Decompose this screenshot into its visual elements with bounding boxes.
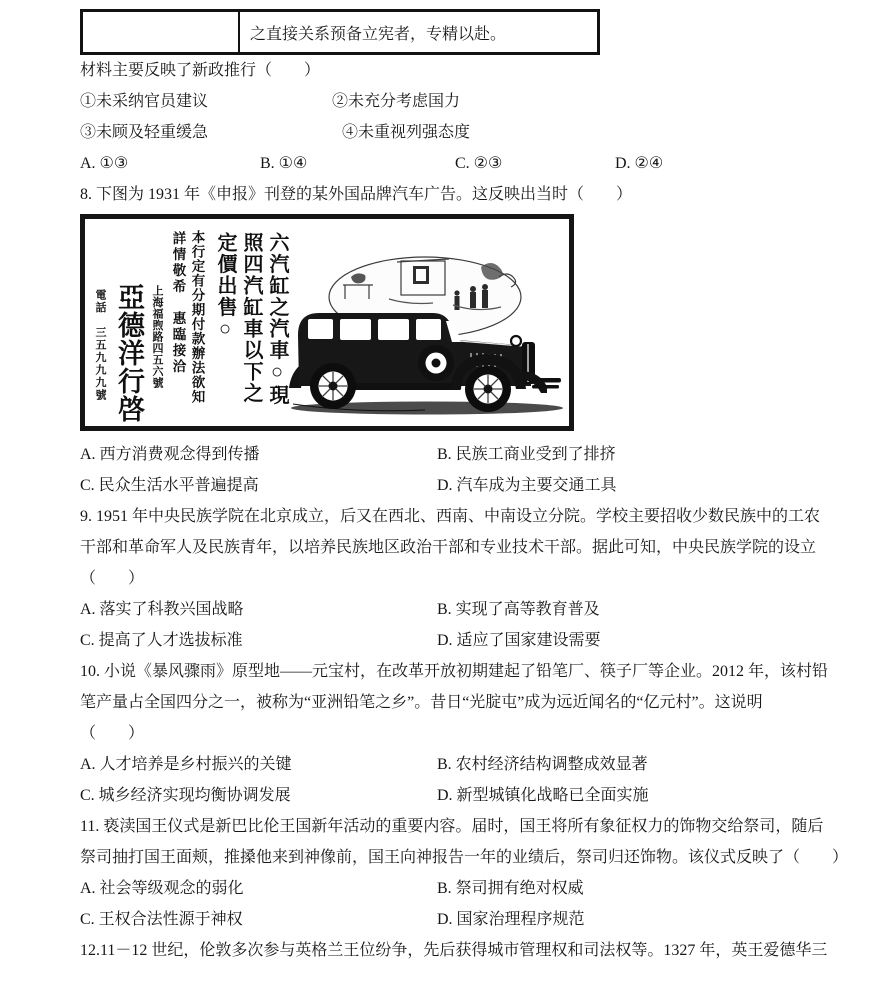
q8-choices-row-2 xyxy=(80,470,794,501)
q7-items-row-2 xyxy=(80,117,794,148)
q7-item-3: ③未顾及轻重缓急 xyxy=(80,124,209,141)
running-board xyxy=(343,383,461,390)
q10-stem-line-1: 10. 小说《暴风骤雨》原型地——元宝村，在改革开放初期建起了铅笔厂、筷子厂等企业。2012 年，该村铅 xyxy=(80,663,829,680)
ad-phone: 電話 三五九九九號 xyxy=(94,289,106,402)
q9-choice-b: B. 实现了高等教育普及 xyxy=(437,601,600,618)
q7-stem: 材料主要反映了新政推行（ ） xyxy=(80,62,321,79)
excerpt-table-right-cell: 之直接关系预备立宪者，专精以赴。 xyxy=(250,25,507,43)
car-body-group xyxy=(289,313,561,412)
ad-note-col-2: 詳情敬希 惠臨接洽 xyxy=(170,231,186,375)
page-content xyxy=(80,0,849,966)
q9-stem-line-3: （ ） xyxy=(80,570,145,587)
q8-choice-b: B. 民族工商业受到了排挤 xyxy=(437,446,616,463)
front-bumper xyxy=(529,378,561,383)
ad-merchant-name: 亞德洋行啓 xyxy=(114,283,144,423)
excerpt-table-left-cell xyxy=(83,12,240,52)
q7-choice-b: B. ①④ xyxy=(260,155,308,172)
q7-item-1: ①未采纳官员建议 xyxy=(80,93,209,110)
q10-stem-line-3: （ ） xyxy=(80,725,145,742)
q7-choice-d: D. ②④ xyxy=(615,155,664,172)
q7-choice-a: A. ①③ xyxy=(80,155,129,172)
q8-choice-c: C. 民众生活水平普遍提高 xyxy=(80,477,259,494)
q7-choice-c: C. ②③ xyxy=(455,155,503,172)
q11-choice-d: D. 国家治理程序规范 xyxy=(437,911,585,928)
q10-choice-b: B. 农村经济结构调整成效显著 xyxy=(437,756,648,773)
q8-choice-a: A. 西方消费观念得到传播 xyxy=(80,446,260,463)
ad-headline-col-3: 定價出售○ xyxy=(214,232,236,342)
q10-choice-a: A. 人才培养是乡村振兴的关键 xyxy=(80,756,292,773)
q9-choice-d: D. 适应了国家建设需要 xyxy=(437,632,601,649)
q9-choice-a: A. 落实了科教兴国战略 xyxy=(80,601,244,618)
q10-choice-c: C. 城乡经济实现均衡协调发展 xyxy=(80,787,291,804)
q11-choices-row-1 xyxy=(80,873,794,904)
headlamp-icon xyxy=(511,336,521,346)
q7-choices-row xyxy=(80,148,794,179)
spare-tire xyxy=(418,345,454,381)
q9-stem-line-1: 9. 1951 年中央民族学院在北京成立，后又在西北、西南、中南设立分院。学校主要招收少数民族中的工农 xyxy=(80,508,821,525)
car-windows xyxy=(308,319,461,342)
q8-choices-row-1 xyxy=(80,439,794,470)
ad-note-col-1: 本行定有分期付款辦法欲知 xyxy=(189,230,205,404)
q9-choices-row-2 xyxy=(80,625,794,656)
q10-stem-line-2: 笔产量占全国四分之一，被称为“亚洲铅笔之乡”。昔日“光腚屯”成为远近闻名的“亿元村”。这说明 xyxy=(80,694,763,711)
q11-choice-b: B. 祭司拥有绝对权威 xyxy=(437,880,584,897)
q11-stem-line-1: 11. 亵渎国王仪式是新巴比伦王国新年活动的重要内容。届时，国王将所有象征权力的饰物交给祭司，随后 xyxy=(80,818,824,835)
q11-choice-c: C. 王权合法性源于神权 xyxy=(80,911,243,928)
q10-choices-row-1 xyxy=(80,749,794,780)
q11-stem-line-2: 祭司抽打国王面颊，推搡他来到神像前，国王向神报告一年的业绩后，祭司归还饰物。该仪式反映了（ ） xyxy=(80,849,849,866)
q9-choice-c: C. 提高了人才选拔标准 xyxy=(80,632,243,649)
rear-wheel xyxy=(310,363,356,409)
q9-stem-line-2: 干部和革命军人及民族青年，以培养民族地区政治干部和专业技术干部。据此可知，中央民族学院的设立 xyxy=(80,539,817,556)
car-advertisement xyxy=(80,214,574,431)
q9-choices-row-1 xyxy=(80,594,794,625)
q11-choices-row-2 xyxy=(80,904,794,935)
q8-choice-d: D. 汽车成为主要交通工具 xyxy=(437,477,617,494)
vintage-car-illustration xyxy=(285,255,563,420)
q10-choices-row-2 xyxy=(80,780,794,811)
front-wheel xyxy=(465,366,511,412)
excerpt-table xyxy=(80,9,600,55)
q8-stem: 8. 下图为 1931 年《申报》刊登的某外国品牌汽车广告。这反映出当时（ ） xyxy=(80,186,633,203)
q10-choice-d: D. 新型城镇化战略已全面实施 xyxy=(437,787,649,804)
q7-item-2: ②未充分考虑国力 xyxy=(332,93,461,110)
q7-items-row-1 xyxy=(80,86,794,117)
ad-headline-col-2: 照四汽缸車以下之 xyxy=(240,232,262,404)
ad-headline-col-1: 六汽缸之汽車○現 xyxy=(266,232,288,406)
ad-address: 上海福煦路四五六號 xyxy=(151,285,163,389)
q11-choice-a: A. 社会等级观念的弱化 xyxy=(80,880,244,897)
q7-item-4: ④未重视列强态度 xyxy=(342,124,471,141)
q12-stem-line-1: 12.11－12 世纪，伦敦多次参与英格兰王位纷争，先后获得城市管理权和司法权等。1327 年，英王爱德华三 xyxy=(80,942,828,959)
